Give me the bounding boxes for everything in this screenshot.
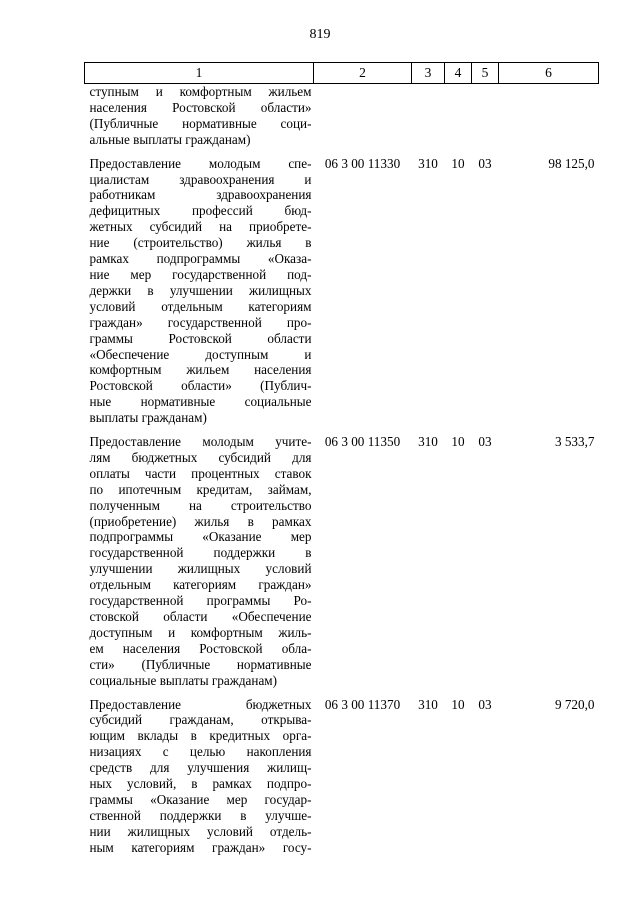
table-row — [85, 156, 599, 434]
description-line: стовской области «Обеспечение — [89, 609, 312, 624]
description-line: Предоставление бюджетных — [89, 696, 312, 712]
description-line: отдельным категориям граждан» — [89, 577, 312, 593]
header-col-1: 1 — [85, 63, 314, 84]
description-line: держки в улучшении жилищных — [89, 282, 312, 298]
table-row — [85, 697, 599, 864]
description-line: рамках подпрограммы «Оказа- — [89, 251, 312, 267]
description-line: по ипотечным кредитам, займам, — [89, 481, 312, 497]
description-line: ные нормативные социальные — [89, 394, 312, 410]
description-line: (приобретение) жилья в рамках — [89, 513, 312, 529]
row-subsection: 03 — [478, 696, 492, 712]
row-subsection — [472, 84, 499, 156]
description-line: дефицитных профессий бюд- — [89, 203, 312, 219]
description-line: Ростовской области» (Публич- — [89, 378, 312, 394]
row-target-code: 06 3 00 11330 — [324, 155, 401, 171]
row-section: 10 — [451, 434, 465, 450]
description-line: «Обеспечение доступным и — [89, 346, 312, 362]
description-line: Предоставление молодым учите- — [89, 434, 312, 450]
description-line: выплаты гражданам) — [89, 410, 207, 426]
description-line: жетных субсидий на приобрете- — [89, 219, 312, 235]
description-line: лям бюджетных субсидий для — [89, 449, 312, 465]
description-line: Предоставление молодым спе- — [89, 155, 312, 171]
row-section: 10 — [451, 155, 465, 171]
description-line: населения Ростовской области» — [89, 99, 312, 115]
description-line: сти» (Публичные нормативные — [89, 656, 312, 672]
description-line: нии жилищных условий отдель- — [89, 823, 312, 839]
header-col-4: 4 — [445, 63, 472, 84]
table-row — [85, 434, 599, 697]
budget-table — [84, 62, 599, 864]
description-line: ственной поддержки в улучше- — [89, 807, 312, 823]
description-line: граммы «Оказание мер государ- — [89, 791, 312, 807]
description-line: полученным на строительство — [89, 497, 312, 513]
description-line: циалистам здравоохранения и — [89, 171, 312, 187]
description-line: ступным и комфортным жильем — [89, 84, 312, 99]
row-section — [445, 84, 472, 156]
header-col-2: 2 — [314, 63, 412, 84]
row-target-code — [314, 84, 412, 156]
description-line: социальные выплаты гражданам) — [89, 672, 278, 688]
description-line: комфортным жильем населения — [89, 362, 312, 378]
row-description — [85, 156, 314, 434]
page-number: 819 — [309, 27, 331, 42]
row-section: 10 — [451, 696, 465, 712]
description-line: граммы Ростовской области — [89, 330, 312, 346]
description-line: работникам здравоохранения — [89, 187, 312, 203]
row-expense-type: 310 — [418, 696, 438, 712]
description-line: ных условий, в рамках подпро- — [89, 776, 312, 792]
description-line: доступным и комфортным жиль- — [89, 624, 312, 640]
description-line: ем населения Ростовской обла- — [89, 640, 312, 656]
table-body — [85, 84, 599, 864]
description-line: ным категориям граждан» госу- — [89, 839, 312, 855]
table-header — [85, 63, 599, 84]
header-col-3: 3 — [412, 63, 445, 84]
description-line: альные выплаты гражданам) — [89, 131, 251, 147]
row-amount: 9 720,0 — [554, 696, 595, 712]
description-line: низациях с целью накопления — [89, 744, 312, 760]
row-description — [85, 434, 314, 697]
header-col-6: 6 — [499, 63, 599, 84]
description-line: условий отдельным категориям — [89, 298, 312, 314]
description-line: (Публичные нормативные соци- — [89, 115, 312, 131]
row-description — [85, 697, 314, 864]
description-line: граждан» государственной про- — [89, 314, 312, 330]
description-line: государственной поддержки в — [89, 545, 312, 561]
description-line: оплаты части процентных ставок — [89, 465, 312, 481]
row-amount: 3 533,7 — [554, 434, 595, 450]
description-line: подпрограммы «Оказание мер — [89, 529, 312, 545]
row-expense-type — [412, 84, 445, 156]
description-line: ние (строительство) жилья в — [89, 235, 312, 251]
row-expense-type: 310 — [418, 434, 438, 450]
description-line: субсидий гражданам, открыва- — [89, 712, 312, 728]
row-subsection: 03 — [478, 155, 492, 171]
row-target-code: 06 3 00 11350 — [324, 434, 401, 450]
description-line: государственной программы Ро- — [89, 593, 312, 609]
description-line: ние мер государственной под- — [89, 266, 312, 282]
description-line: улучшении жилищных условий — [89, 561, 312, 577]
header-row — [85, 63, 599, 84]
row-amount: 98 125,0 — [548, 155, 595, 171]
table-row — [85, 84, 599, 156]
description-line: ющим вклады в кредитных орга- — [89, 728, 312, 744]
description-line: средств для улучшения жилищ- — [89, 760, 312, 776]
row-description — [85, 84, 314, 156]
row-expense-type: 310 — [418, 155, 438, 171]
header-col-5: 5 — [472, 63, 499, 84]
row-subsection: 03 — [478, 434, 492, 450]
row-amount — [499, 84, 599, 156]
row-target-code: 06 3 00 11370 — [324, 696, 401, 712]
